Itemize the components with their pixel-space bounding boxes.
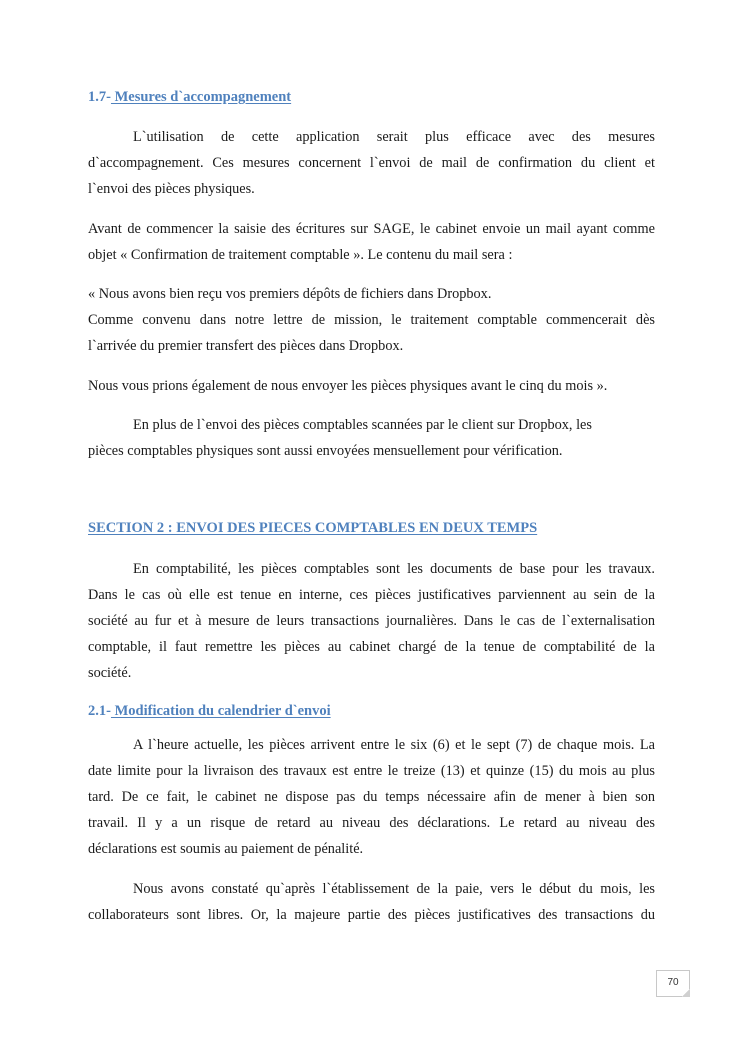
text-line: Avant de commencer la saisie des écritures sur SAGE, le cabinet envoie un mail ayant comme [88, 221, 655, 237]
heading-1-7-title: Mesures d`accompagnement [110, 89, 292, 105]
text-line: En comptabilité, les pièces comptables sont les documents de base pour les travaux. [133, 561, 655, 577]
heading-2-1-number: 2.1- [88, 703, 111, 719]
text-line: tard. De ce fait, le cabinet ne dispose pas du temps nécessaire afin de mener à bien son [88, 789, 655, 805]
text-line: Nous avons constaté qu`après l`établissement de la paie, vers le début du mois, les [133, 881, 655, 897]
text-line: déclarations est soumis au paiement de pénalité. [88, 841, 364, 857]
text-line: collaborateurs sont libres. Or, la majeure partie des pièces justificatives des transactions du [88, 907, 655, 923]
heading-1-7-number: 1.7- [88, 89, 111, 105]
paragraph-2 [88, 216, 655, 268]
text-line: société au fur et à mesure de leurs transactions journalières. Dans le cas de l`externalisation [88, 613, 655, 629]
paragraph-7 [88, 732, 655, 862]
paragraph-4-quote-end [88, 373, 655, 399]
text-line: « Nous avons bien reçu vos premiers dépôts de fichiers dans Dropbox. [88, 286, 492, 302]
paragraph-1 [88, 124, 655, 202]
heading-section-2-title: SECTION 2 : ENVOI DES PIECES COMPTABLES EN DEUX TEMPS [88, 520, 538, 536]
text-line: objet « Confirmation de traitement comptable ». Le contenu du mail sera : [88, 247, 513, 263]
text-line: société. [88, 665, 132, 681]
text-line: date limite pour la livraison des travaux est entre le treize (13) et quinze (15) du mois au plus [88, 763, 655, 779]
paragraph-3-quote [88, 281, 655, 359]
text-line: Comme convenu dans notre lettre de mission, le traitement comptable commencerait dès [88, 312, 655, 328]
text-line: Dans le cas où elle est tenue en interne, ces pièces justificatives parviennent au sein de la [88, 587, 655, 603]
text-line: l`arrivée du premier transfert des pièces dans Dropbox. [88, 338, 404, 354]
page-number-badge [656, 970, 690, 997]
text-line: L`utilisation de cette application serait plus efficace avec des mesures [133, 129, 655, 145]
text-line: l`envoi des pièces physiques. [88, 181, 255, 197]
heading-section-2 [88, 520, 537, 537]
heading-2-1 [88, 703, 331, 720]
paragraph-6 [88, 556, 655, 686]
paragraph-5 [88, 412, 655, 464]
text-line: travail. Il y a un risque de retard au niveau des déclarations. Le retard au niveau des [88, 815, 655, 831]
page-number: 70 [667, 977, 679, 988]
text-line: A l`heure actuelle, les pièces arrivent entre le six (6) et le sept (7) de chaque mois. La [133, 737, 655, 753]
text-line: comptable, il faut remettre les pièces au cabinet chargé de la tenue de comptabilité de la [88, 639, 655, 655]
paragraph-8 [88, 876, 655, 928]
text-line: d`accompagnement. Ces mesures concernent l`envoi de mail de confirmation du client et [88, 155, 655, 171]
text-line: pièces comptables physiques sont aussi envoyées mensuellement pour vérification. [88, 443, 563, 459]
text-line: Nous vous prions également de nous envoyer les pièces physiques avant le cinq du mois ». [88, 378, 608, 394]
heading-2-1-title: Modification du calendrier d`envoi [110, 703, 331, 719]
text-line: En plus de l`envoi des pièces comptables scannées par le client sur Dropbox, les [133, 417, 592, 433]
heading-1-7 [88, 89, 291, 106]
